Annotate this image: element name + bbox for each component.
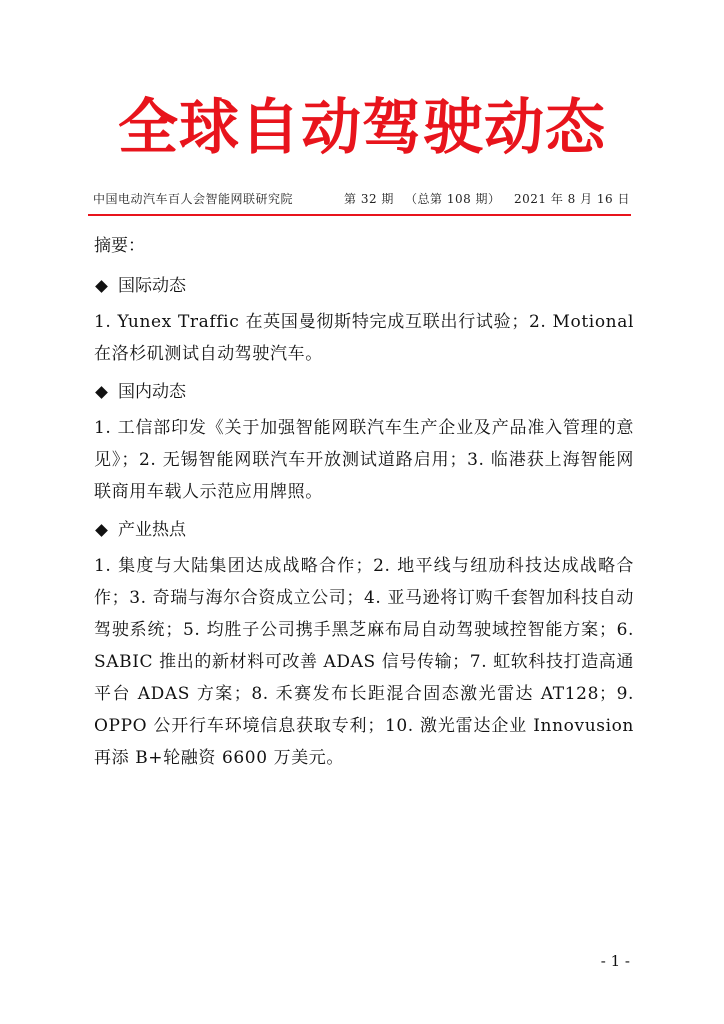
issue-info-line bbox=[93, 190, 630, 210]
total-issue-number: （总第 108 期） bbox=[405, 192, 501, 206]
page-number: - 1 - bbox=[600, 952, 630, 970]
section-body-international: 1. Yunex Traffic 在英国曼彻斯特完成互联出行试验；2. Motional 在洛杉矶测试自动驾驶汽车。 bbox=[94, 312, 634, 364]
section-title: 国际动态 bbox=[118, 276, 186, 296]
section-heading-industry bbox=[94, 514, 634, 546]
issue-number: 第 32 期 bbox=[344, 192, 394, 206]
section-title: 国内动态 bbox=[118, 382, 186, 402]
section-heading-domestic bbox=[94, 376, 634, 408]
header-divider bbox=[88, 214, 631, 216]
abstract-content bbox=[94, 230, 634, 780]
diamond-bullet-icon bbox=[95, 524, 108, 537]
section-body-industry: 1. 集度与大陆集团达成战略合作；2. 地平线与纽劢科技达成战略合作；3. 奇瑞与海尔合资成立公司；4. 亚马逊将订购千套智加科技自动驾驶系统；5. 均胜子公司携手黑芝麻布局自动驾驶域控智能方案；6. SABIC 推出的新材料可改善 ADAS 信号传输；7. 虹软科技打造高通平台 ADAS 方案；8. 禾赛发布长距混合固态激光雷达 AT128；9. OPPO 公开行车环境信息获取专利；10. 激光雷达企业 Innovusion 再添 B+轮融资 6600 万美元。 bbox=[94, 556, 635, 768]
publisher-name: 中国电动汽车百人会智能网联研究院 bbox=[93, 192, 294, 206]
diamond-bullet-icon bbox=[95, 386, 108, 399]
section-body-domestic: 1. 工信部印发《关于加强智能网联汽车生产企业及产品准入管理的意见》；2. 无锡智能网联汽车开放测试道路启用；3. 临港获上海智能网联商用车载人示范应用牌照。 bbox=[94, 418, 634, 502]
abstract-title: 摘要： bbox=[94, 236, 145, 256]
section-heading-international bbox=[94, 270, 634, 302]
newsletter-masthead: 全球自动驾驶动态 bbox=[118, 93, 606, 163]
section-title: 产业热点 bbox=[118, 520, 186, 540]
diamond-bullet-icon bbox=[95, 280, 108, 293]
publication-date: 2021 年 8 月 16 日 bbox=[513, 192, 630, 206]
